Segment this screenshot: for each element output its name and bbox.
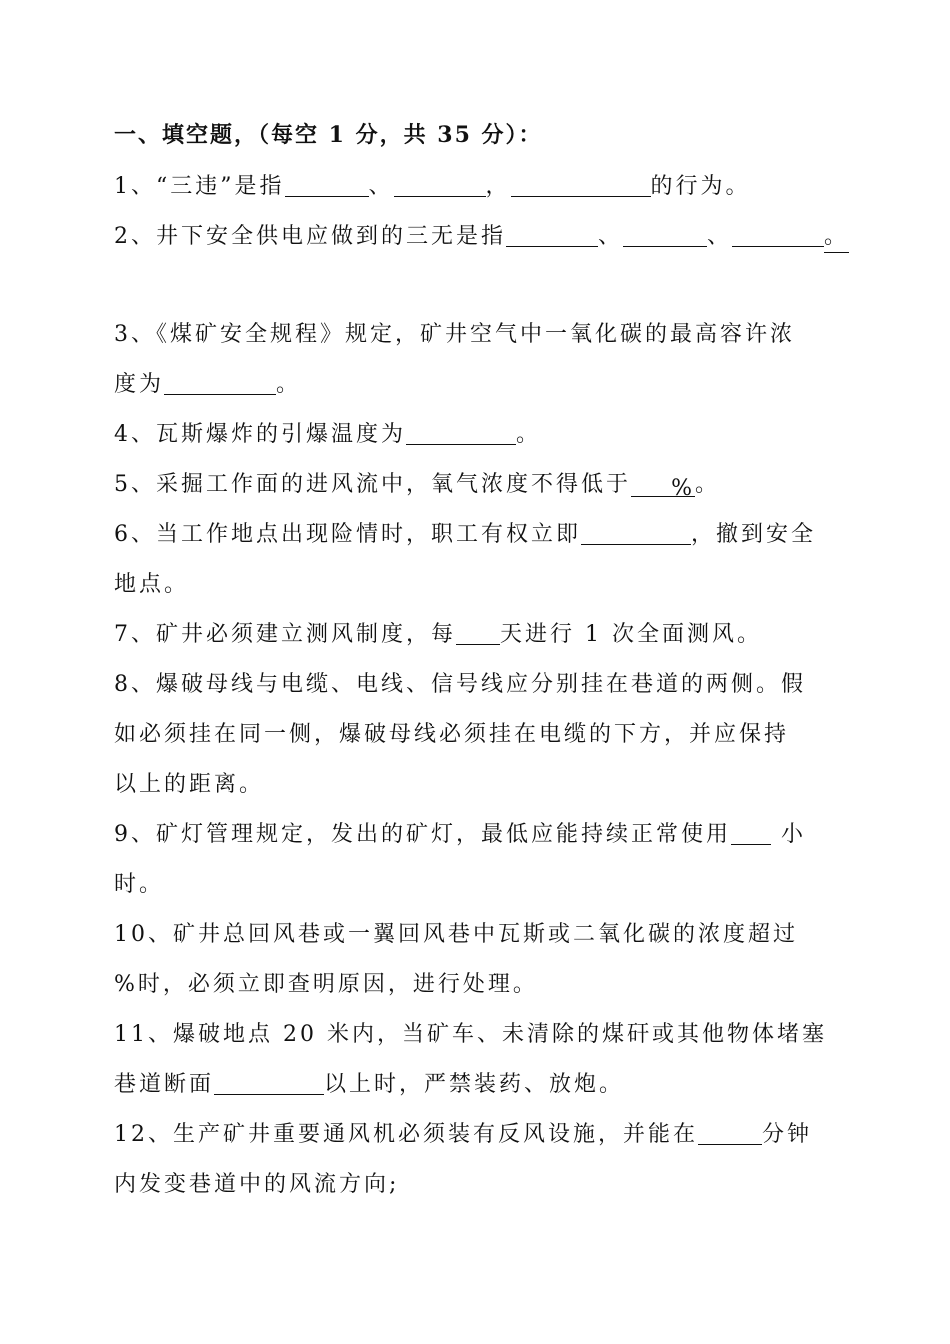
question-8-cont: 如必须挂在同一侧，爆破母线必须挂在电缆的下方，并应保持: [114, 722, 790, 747]
blank[interactable]: [214, 1072, 324, 1095]
blank[interactable]: [406, 422, 516, 445]
blank[interactable]: %: [631, 474, 695, 497]
question-11-cont: 巷道断面 以上时，严禁装药、放炮。: [114, 1072, 625, 1097]
question-10-cont: %时，必须立即查明原因，进行处理。: [114, 972, 538, 997]
question-6: 6、当工作地点出现险情时，职工有权立即 ，撤到安全: [114, 522, 817, 547]
question-8: 8、爆破母线与电缆、电线、信号线应分别挂在巷道的两侧。假: [114, 672, 806, 697]
question-8-cont2: 以上的距离。: [114, 772, 265, 797]
blank[interactable]: [731, 822, 771, 845]
blank[interactable]: [511, 174, 651, 197]
question-11: 11、爆破地点 20 米内，当矿车、未清除的煤矸或其他物体堵塞: [114, 1022, 827, 1047]
blank[interactable]: [456, 622, 500, 645]
question-12: 12、生产矿井重要通风机必须装有反风设施，并能在 分钟: [114, 1122, 813, 1147]
question-10: 10、矿井总回风巷或一翼回风巷中瓦斯或二氧化碳的浓度超过: [114, 922, 798, 947]
blank[interactable]: [732, 224, 824, 247]
question-12-cont: 内发变巷道中的风流方向;: [114, 1172, 400, 1197]
question-1: 1、“三违”是指 、 ， 的行为。: [114, 174, 751, 199]
section-heading: 一、填空题，（每空 1 分，共 35 分）：: [114, 122, 543, 148]
question-3-cont: 度为 。: [114, 372, 302, 397]
blank[interactable]: [698, 1122, 762, 1145]
question-4: 4、瓦斯爆炸的引爆温度为 。: [114, 422, 542, 447]
blank[interactable]: [506, 224, 598, 247]
question-9-cont: 时。: [114, 872, 165, 897]
question-7: 7、矿井必须建立测风制度，每 天进行 1 次全面测风。: [114, 622, 762, 647]
blank[interactable]: [164, 372, 276, 395]
blank[interactable]: [285, 174, 369, 197]
question-2: 2、井下安全供电应做到的三无是指 、 、 。: [114, 222, 849, 253]
question-5: 5、采掘工作面的进风流中，氧气浓度不得低于 %。: [114, 472, 721, 501]
blank[interactable]: [394, 174, 486, 197]
blank[interactable]: [581, 522, 691, 545]
question-6-cont: 地点。: [114, 572, 190, 597]
question-9: 9、矿灯管理规定，发出的矿灯，最低应能持续正常使用 小: [114, 822, 806, 847]
question-3: 3、《煤矿安全规程》规定，矿井空气中一氧化碳的最高容许浓: [114, 322, 795, 347]
blank[interactable]: [623, 224, 707, 247]
